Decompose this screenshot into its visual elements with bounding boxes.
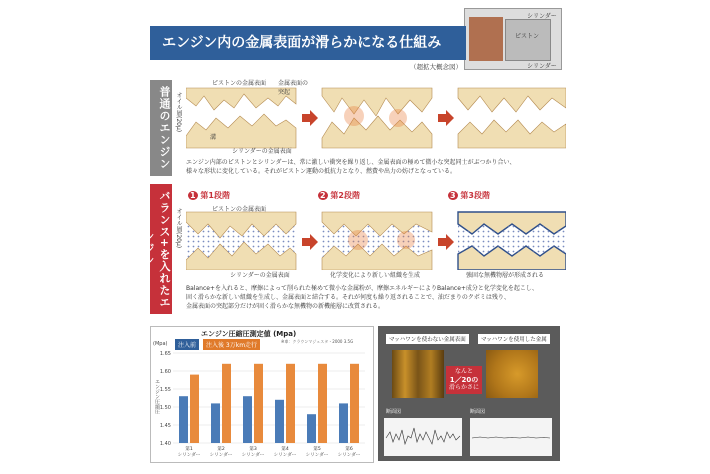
with-surface-image (486, 350, 538, 398)
normal-piston-label: ピストンの金属表面 (212, 80, 267, 87)
x-tick-label: シリンダー (241, 453, 265, 458)
bump-label: 金属表面の突起 (278, 80, 309, 96)
bar-before (275, 400, 284, 443)
without-surface-image (392, 350, 444, 398)
chart-ylabel: エンジン圧縮圧 (154, 379, 160, 414)
x-tick-label: シリンダー (337, 453, 361, 458)
chart-yunit: (Mpa) (153, 341, 168, 347)
without-label: マッハワンを使わない金属表面 (386, 334, 469, 344)
engine-illustration (464, 8, 562, 70)
bar-before (179, 396, 188, 443)
roughness-graph-b (470, 418, 552, 456)
inorganic-layer-label: 強固な無機物層が形成される (466, 272, 545, 279)
bar-after (254, 364, 263, 443)
surface-comparison (378, 326, 560, 461)
bar-after (318, 364, 327, 443)
groove-label: 溝 (210, 134, 217, 141)
normal-cylinder-label: シリンダーの金属表面 (232, 148, 292, 155)
bar-before (211, 403, 220, 443)
normal-engine-label: 普通のエンジン (150, 80, 172, 176)
chem-change-label: 化学変化により新しい組織を生成 (330, 272, 421, 279)
chart-plot (151, 327, 373, 462)
bar-after (286, 364, 295, 443)
smoothness-callout: なんと 1／20の 滑らかさに (446, 366, 482, 394)
balance-oil-label: オイル層(20μ) (175, 208, 182, 249)
x-tick-label: 第4 (281, 447, 289, 452)
balance-piston-label: ピストンの金属表面 (212, 206, 267, 213)
balance-engine-label: バランス+を入れたエンジン (150, 184, 172, 314)
legend-after: 注入後 3万km走行 (203, 339, 260, 350)
chart-title: エンジン圧縮圧測定値 (Mpa) (201, 330, 297, 338)
x-tick-label: シリンダー (177, 453, 201, 458)
bar-before (339, 403, 348, 443)
x-tick-label: 第5 (313, 447, 321, 452)
y-tick-label: 1.65 (159, 351, 171, 357)
balance-description: Balance+を入れると、摩擦によって削られた極めて微小な金属粉が、摩擦エネルギーによりBalance+成分と化学変化を起こし、 固く滑らかな新しい組織を生成し、金属表面と結合する。それが何度も繰り返されることで、油だまりのクボミは残り、 金属表面の突起部分だけが固く滑らかな無機物の新機能層に改質される。 (186, 285, 538, 310)
chart-note: ※車：クラウンマジェスタ・2000 3.5G (281, 339, 354, 344)
balance-diagram (186, 204, 566, 270)
page-title: エンジン内の金属表面が滑らかになる仕組み (150, 26, 466, 60)
x-tick-label: シリンダー (305, 453, 329, 458)
subtitle: （超拡大概念図） (410, 63, 462, 71)
compression-chart (150, 326, 374, 463)
cylinder-top-label: シリンダー (527, 13, 557, 20)
step-1-label: 1 第1段階 (190, 191, 230, 200)
x-tick-label: シリンダー (273, 453, 297, 458)
y-tick-label: 1.40 (159, 441, 171, 447)
y-tick-label: 1.60 (159, 369, 171, 375)
roughness-graph-a (384, 418, 462, 456)
x-tick-label: 第1 (185, 447, 193, 452)
with-label: マッハワンを使用した金属 (478, 334, 550, 344)
x-tick-label: 第3 (249, 447, 257, 452)
bar-before (307, 414, 316, 443)
cylinder-bottom-label: シリンダー (527, 63, 557, 70)
x-tick-label: 第2 (217, 447, 225, 452)
bar-after (222, 364, 231, 443)
normal-diagram (186, 78, 566, 150)
y-tick-label: 1.50 (159, 405, 171, 411)
balance-cylinder-label: シリンダーの金属表面 (230, 272, 290, 279)
x-tick-label: 第6 (345, 447, 353, 452)
piston-label: ピストン (515, 33, 540, 40)
y-tick-label: 1.45 (159, 423, 171, 429)
y-tick-label: 1.55 (159, 387, 171, 393)
normal-oil-label: オイル層(20μ) (175, 92, 182, 133)
legend-before: 注入前 (175, 339, 199, 350)
step-2-label: 2 第2段階 (320, 191, 360, 200)
normal-description: エンジン内部のピストンとシリンダーは、常に激しい衝突を繰り返し、金属表面の極めて微小な突起同士がぶつかり合い、 様々な形状に変化している。それがピストン運動の抵抗力となり、燃費や出力の妨げとなっている。 (186, 159, 516, 175)
bar-before (243, 396, 252, 443)
bar-after (190, 375, 199, 443)
graph-b-label: 断面図 (470, 409, 486, 415)
graph-a-label: 断面図 (386, 409, 402, 415)
x-tick-label: シリンダー (209, 453, 233, 458)
bar-after (350, 364, 359, 443)
step-3-label: 3 第3段階 (450, 191, 490, 200)
